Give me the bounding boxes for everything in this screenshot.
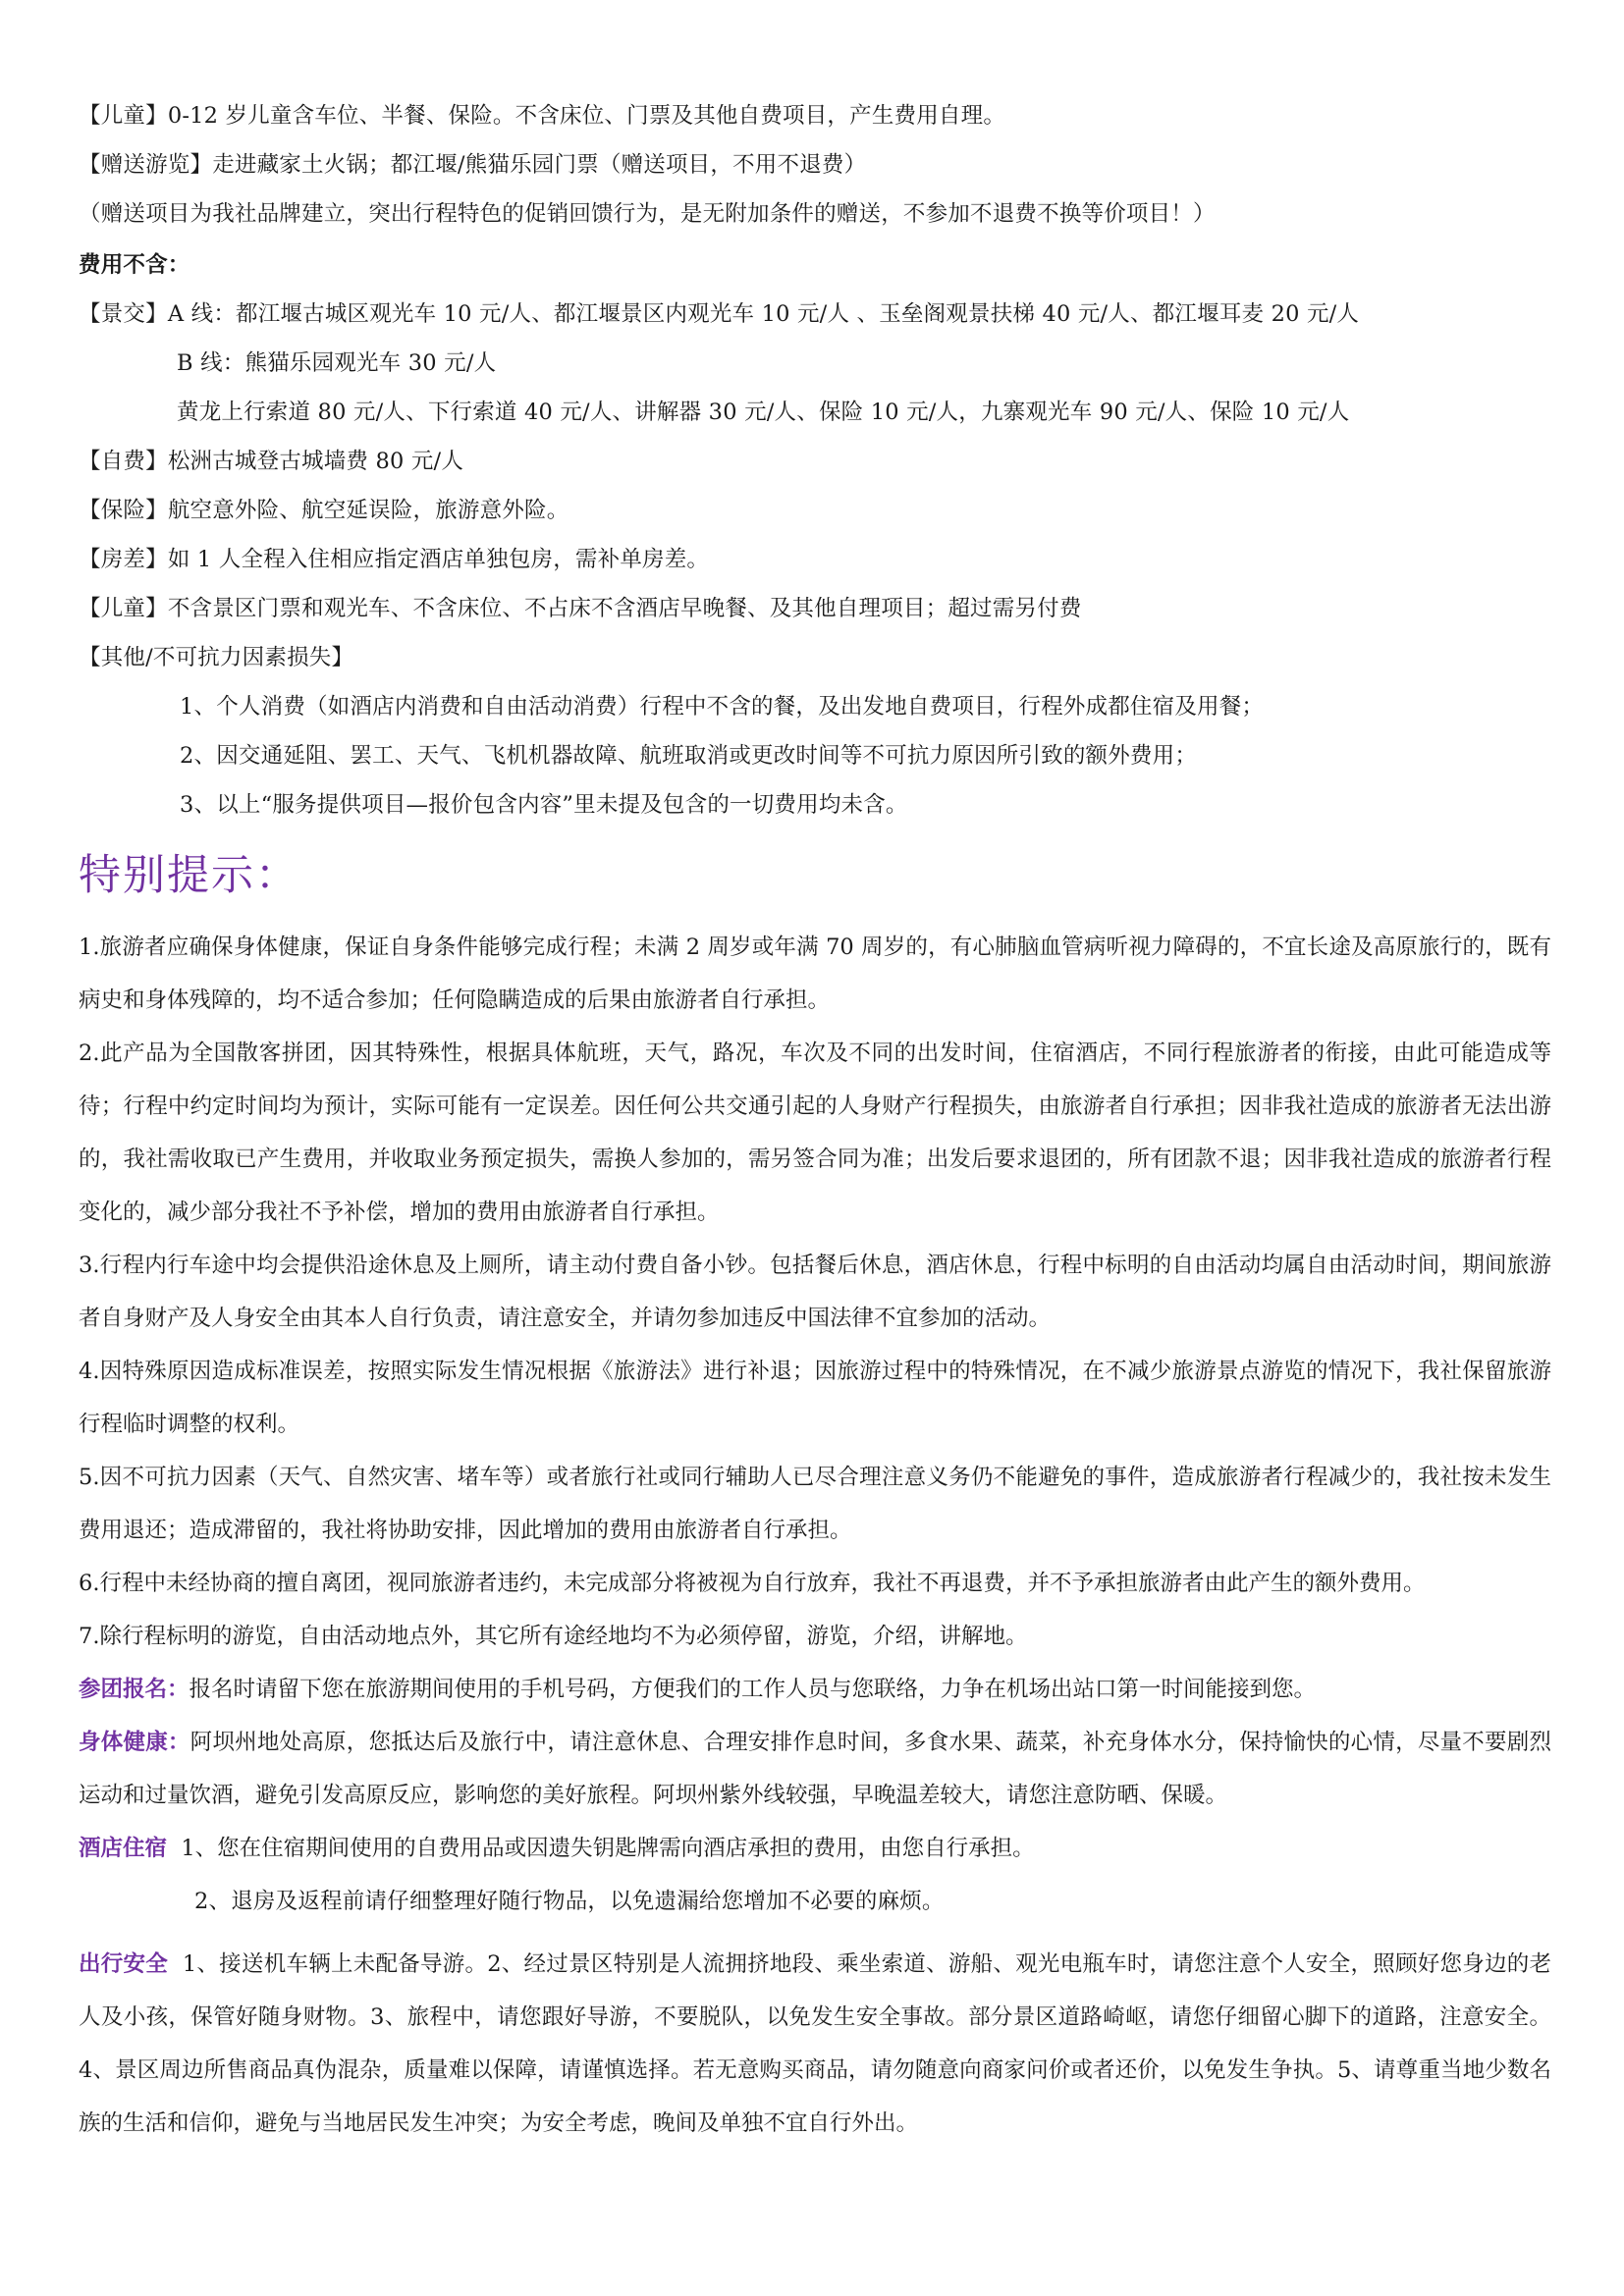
tip-item-1: 1.旅游者应确保身体健康，保证自身条件能够完成行程；未满 2 周岁或年满 70 周岁的，有心肺脑血管病听视力障碍的，不宜长途及高原旅行的，既有病史和身体残障的，均不适合参加；任何隐瞒造成的后果由旅游者自行承担。 bbox=[79, 934, 1551, 1013]
transport-line-b: B 线：熊猫乐园观光车 30 元/人 bbox=[177, 350, 497, 376]
other-item-3: 3、以上“服务提供项目—报价包含内容”里未提及包含的一切费用均未含。 bbox=[180, 792, 908, 818]
insurance-tag: 【保险】 bbox=[79, 498, 168, 523]
gift-note: （赠送项目为我社品牌建立，突出行程特色的促销回馈行为，是无附加条件的赠送，不参加不退费不换等价项目！） bbox=[79, 201, 1216, 227]
registration-label: 参团报名： bbox=[79, 1677, 189, 1702]
selfpay-tag: 【自费】 bbox=[79, 449, 168, 474]
safety-section bbox=[79, 1938, 1551, 2150]
children-excluded-tag: 【儿童】 bbox=[79, 596, 168, 621]
safety-text: 1、接送机车辆上未配备导游。2、经过景区特别是人流拥挤地段、乘坐索道、游船、观光电瓶车时，请您注意个人安全，照顾好您身边的老人及小孩，保管好随身财物。3、旅程中，请您跟好导游，不要脱队，以免发生安全事故。部分景区道路崎岖，请您仔细留心脚下的道路，注意安全。4、景区周边所售商品真伪混杂，质量难以保障，请谨慎选择。若无意购买商品，请勿随意向商家问价或者还价，以免发生争执。5、请尊重当地少数名族的生活和信仰，避免与当地居民发生冲突；为安全考虑，晚间及单独不宜自行外出。 bbox=[79, 1951, 1551, 2136]
health-text: 阿坝州地处高原，您抵达后及旅行中，请注意休息、合理安排作息时间，多食水果、蔬菜，补充身体水分，保持愉快的心情，尽量不要剧烈运动和过量饮酒，避免引发高原反应，影响您的美好旅程。阿坝州紫外线较强，早晚温差较大，请您注意防晒、保暖。 bbox=[79, 1730, 1551, 1808]
tip-item-5: 5.因不可抗力因素（天气、自然灾害、堵车等）或者旅行社或同行辅助人已尽合理注意义务仍不能避免的事件，造成旅游者行程减少的，我社按未发生费用退还；造成滞留的，我社将协助安排，因此增加的费用由旅游者自行承担。 bbox=[79, 1465, 1551, 1543]
children-tag: 【儿童】 bbox=[79, 103, 168, 129]
insurance-text: 航空意外险、航空延误险，旅游意外险。 bbox=[167, 498, 569, 523]
tip-item-2: 2.此产品为全国散客拼团，因其特殊性，根据具体航班，天气，路况，车次及不同的出发时间，住宿酒店，不同行程旅游者的衔接，由此可能造成等待；行程中约定时间均为预计，实际可能有一定误差。因任何公共交通引起的人身财产行程损失，由旅游者自行承担；因非我社造成的旅游者无法出游的，我社需收取已产生费用，并收取业务预定损失，需换人参加的，需另签合同为准；出发后要求退团的，所有团款不退；因非我社造成的旅游者行程变化的，减少部分我社不予补偿，增加的费用由旅游者自行承担。 bbox=[79, 1041, 1551, 1225]
other-tag: 【其他/不可抗力因素损失】 bbox=[79, 645, 354, 670]
registration-section bbox=[79, 1663, 1551, 1716]
tip-item-3: 3.行程内行车途中均会提供沿途休息及上厕所，请主动付费自备小钞。包括餐后休息，酒店休息，行程中标明的自由活动均属自由活动时间，期间旅游者自身财产及人身安全由其本人自行负责，请注意安全，并请勿参加违反中国法律不宜参加的活动。 bbox=[79, 1253, 1551, 1331]
fee-excludes-title: 费用不含： bbox=[79, 252, 190, 278]
insurance-line bbox=[79, 494, 568, 527]
children-excluded-line bbox=[79, 592, 1082, 625]
special-tips-title: 特别提示： bbox=[79, 851, 299, 900]
gift-text: 走进藏家土火锅；都江堰/熊猫乐园门票（赠送项目，不用不退费） bbox=[212, 152, 867, 178]
safety-label: 出行安全 bbox=[79, 1951, 169, 1977]
health-label: 身体健康： bbox=[79, 1730, 190, 1755]
gift-tag: 【赠送游览】 bbox=[79, 152, 213, 178]
transport-tag: 【景交】 bbox=[79, 301, 168, 327]
other-item-2: 2、因交通延阻、罢工、天气、飞机机器故障、航班取消或更改时间等不可抗力原因所引致的额外费用； bbox=[180, 743, 1198, 769]
selfpay-line bbox=[79, 445, 463, 478]
hotel-item-2: 2、退房及返程前请仔细整理好随行物品，以免遗漏给您增加不必要的麻烦。 bbox=[194, 1889, 945, 1914]
children-excluded-text: 不含景区门票和观光车、不含床位、不占床不含酒店早晚餐、及其他自理项目；超过需另付费 bbox=[167, 596, 1082, 621]
children-text: 0-12 岁儿童含车位、半餐、保险。不含床位、门票及其他自费项目，产生费用自理。 bbox=[167, 103, 1006, 129]
tip-item-6: 6.行程中未经协商的擅自离团，视同旅游者违约，未完成部分将被视为自行放弃，我社不再退费，并不予承担旅游者由此产生的额外费用。 bbox=[79, 1571, 1426, 1596]
hotel-section bbox=[79, 1822, 1551, 1875]
transport-a-text: A 线：都江堰古城区观光车 10 元/人、都江堰景区内观光车 10 元/人 、玉垒阁观景扶梯 40 元/人、都江堰耳麦 20 元/人 bbox=[167, 301, 1360, 327]
hotel-item-1: 1、您在住宿期间使用的自费用品或因遗失钥匙牌需向酒店承担的费用，由您自行承担。 bbox=[181, 1836, 1035, 1861]
room-diff-tag: 【房差】 bbox=[79, 547, 168, 572]
selfpay-text: 松洲古城登古城墙费 80 元/人 bbox=[167, 449, 464, 474]
other-item-1: 1、个人消费（如酒店内消费和自由活动消费）行程中不含的餐，及出发地自费项目，行程外成都住宿及用餐； bbox=[180, 694, 1265, 720]
gift-line bbox=[79, 148, 866, 182]
tip-item-7: 7.除行程标明的游览，自由活动地点外，其它所有途经地均不为必须停留，游览，介绍，讲解地。 bbox=[79, 1624, 1028, 1649]
children-included-line bbox=[79, 99, 1005, 133]
registration-text: 报名时请留下您在旅游期间使用的手机号码，方便我们的工作人员与您联络，力争在机场出站口第一时间能接到您。 bbox=[189, 1677, 1317, 1702]
room-diff-text: 如 1 人全程入住相应指定酒店单独包房，需补单房差。 bbox=[167, 547, 710, 572]
tip-item-4: 4.因特殊原因造成标准误差，按照实际发生情况根据《旅游法》进行补退；因旅游过程中的特殊情况，在不减少旅游景点游览的情况下，我社保留旅游行程临时调整的权利。 bbox=[79, 1359, 1551, 1437]
health-section bbox=[79, 1716, 1551, 1822]
hotel-label: 酒店住宿 bbox=[79, 1836, 168, 1861]
transport-line-c: 黄龙上行索道 80 元/人、下行索道 40 元/人、讲解器 30 元/人、保险 10 元/人，九寨观光车 90 元/人、保险 10 元/人 bbox=[177, 400, 1350, 425]
room-diff-line bbox=[79, 543, 709, 576]
transport-line-a bbox=[79, 297, 1359, 331]
